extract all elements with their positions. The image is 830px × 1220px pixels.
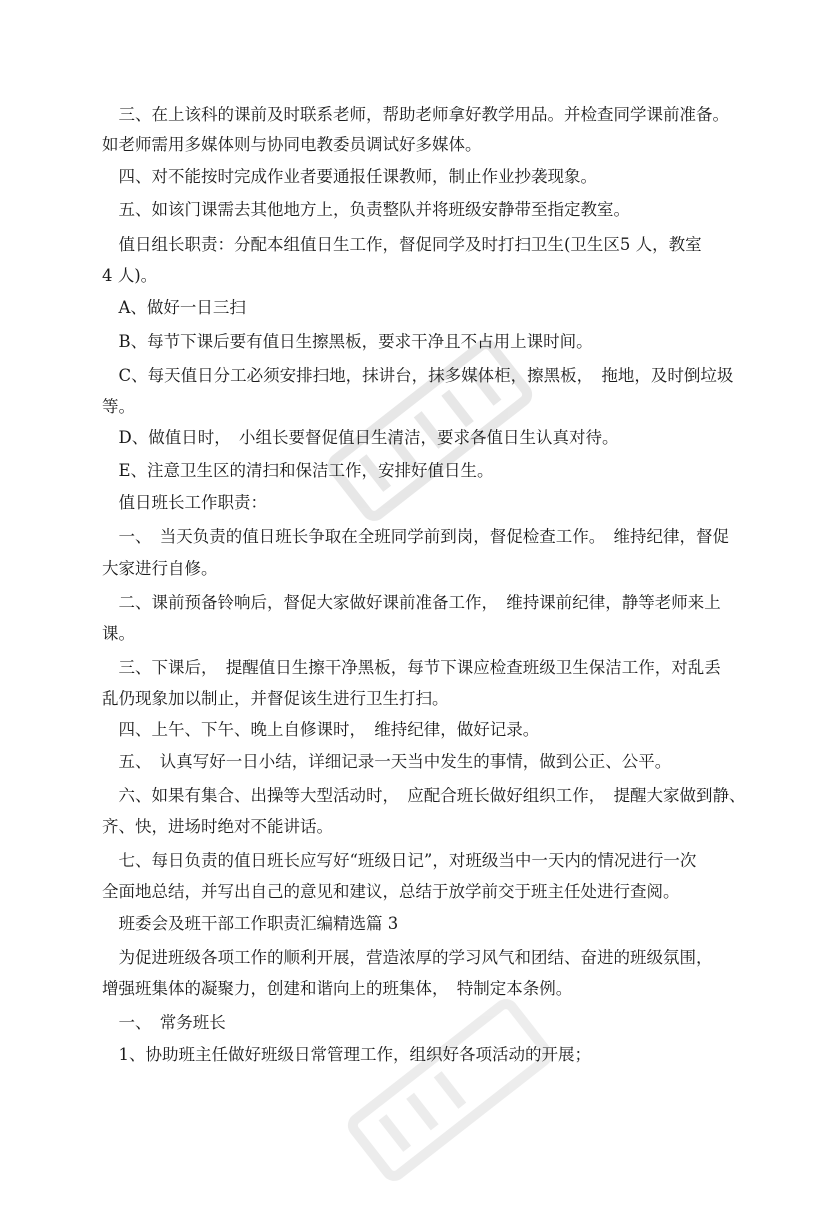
- section-heading: 值日班长工作职责：: [102, 493, 267, 512]
- text-line: 值日组长职责：分配本组值日生工作，督促同学及时打扫卫生(卫生区5 人，教室: [102, 235, 702, 254]
- text-line: 二、课前预备铃响后，督促大家做好课前准备工作， 维持课前纪律，静等老师来上: [102, 593, 721, 612]
- text-line: D、做值日时， 小组长要督促值日生清洁，要求各值日生认真对待。: [102, 428, 619, 447]
- text-line: 六、如果有集合、出操等大型活动时， 应配合班长做好组织工作， 提醒大家做到静、: [102, 786, 746, 805]
- section-heading: 班委会及班干部工作职责汇编精选篇 3: [102, 914, 399, 933]
- text-line: 等。: [102, 397, 135, 416]
- text-line: 七、每日负责的值日班长应写好“班级日记”，对班级当中一天内的情况进行一次: [102, 851, 697, 870]
- text-line: E、注意卫生区的清扫和保洁工作，安排好值日生。: [102, 461, 494, 480]
- text-line: 四、对不能按时完成作业者要通报任课教师，制止作业抄袭现象。: [102, 167, 597, 186]
- text-line: 五、 认真写好一日小结，详细记录一天当中发生的事情，做到公正、公平。: [102, 752, 672, 771]
- text-line: 五、如该门课需去其他地方上，负责整队并将班级安静带至指定教室。: [102, 200, 630, 219]
- text-line: 4 人)。: [102, 266, 158, 285]
- text-line: 三、下课后， 提醒值日生擦干净黑板，每节下课应检查班级卫生保洁工作，对乱丢: [102, 658, 721, 677]
- text-line: 为促进班级各项工作的顺利开展，营造浓厚的学习风气和团结、奋进的班级氛围，: [102, 948, 713, 967]
- text-line: 大家进行自修。: [102, 559, 218, 578]
- text-line: 如老师需用多媒体则与协同电教委员调试好多媒体。: [102, 135, 482, 154]
- text-line: 一、 当天负责的值日班长争取在全班同学前到岗，督促检查工作。 维持纪律，督促: [102, 527, 729, 546]
- section-heading: 一、 常务班长: [102, 1013, 226, 1032]
- text-line: C、每天值日分工必须安排扫地，抹讲台，抹多媒体柜，擦黑板， 拖地，及时倒垃圾: [102, 366, 734, 385]
- text-line: 增强班集体的凝聚力，创建和谐向上的班集体， 特制定本条例。: [102, 979, 573, 998]
- text-line: 全面地总结，并写出自己的意见和建议，总结于放学前交于班主任处进行查阅。: [102, 882, 680, 901]
- text-line: 四、上午、下午、晚上自修课时， 维持纪律，做好记录。: [102, 720, 540, 739]
- text-line: A、做好一日三扫: [102, 298, 246, 317]
- text-line: 1、协助班主任做好班级日常管理工作，组织好各项活动的开展；: [102, 1045, 591, 1064]
- text-line: B、每节下课后要有值日生擦黑板，要求干净且不占用上课时间。: [102, 332, 593, 351]
- text-line: 三、在上该科的课前及时联系老师，帮助老师拿好教学用品。并检查同学课前准备。: [102, 105, 729, 124]
- text-line: 课。: [102, 624, 135, 643]
- text-line: 乱仍现象加以制止，并督促该生进行卫生打扫。: [102, 689, 449, 708]
- text-line: 齐、快，进场时绝对不能讲话。: [102, 817, 333, 836]
